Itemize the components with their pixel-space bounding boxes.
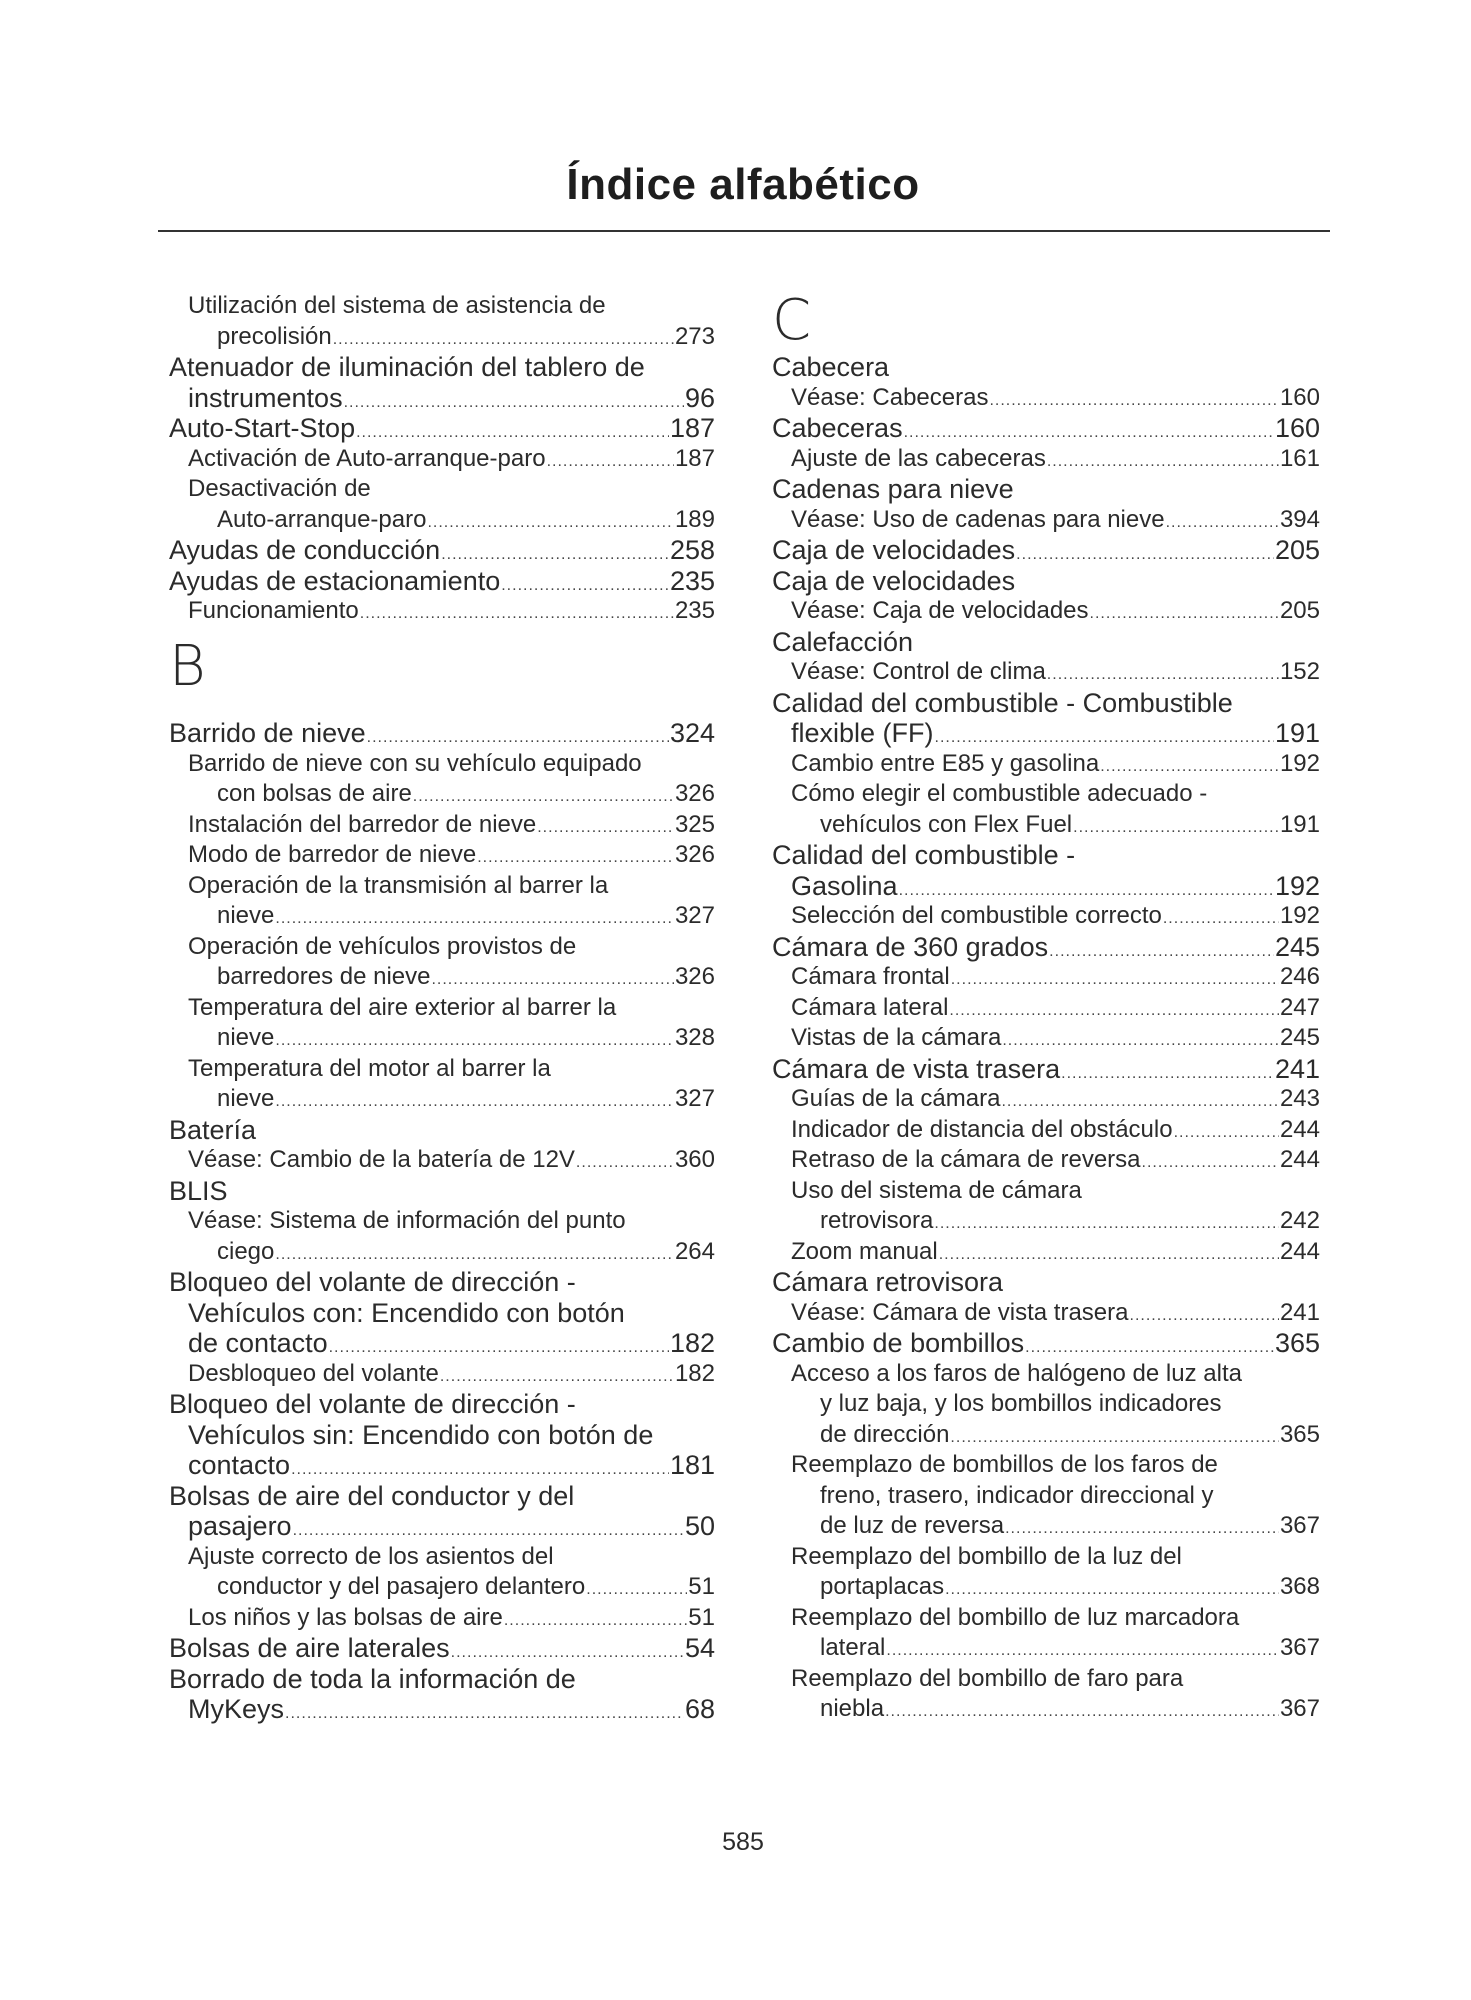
- entry-text: lateral: [820, 1634, 886, 1661]
- entry-text: Los niños y las bolsas de aire: [188, 1603, 503, 1631]
- page-reference[interactable]: 241: [1279, 1298, 1320, 1326]
- entry-text: MyKeys: [188, 1694, 285, 1724]
- dot-leader: [1049, 937, 1274, 968]
- entry-text: Vehículos sin: Encendido con botón de: [188, 1419, 654, 1450]
- entry-text: Operación de la transmisión al barrer la: [188, 871, 609, 899]
- index-subentry[interactable]: [772, 1420, 1320, 1451]
- dot-leader: [885, 1697, 1279, 1728]
- page-reference[interactable]: 368: [1279, 1573, 1320, 1600]
- entry-text: Activación de Auto-arranque-paro: [188, 444, 546, 472]
- dot-leader: [333, 325, 674, 356]
- entry-text: niebla: [820, 1695, 885, 1722]
- index-subentry[interactable]: [169, 1359, 715, 1390]
- page-reference[interactable]: 161: [1279, 444, 1320, 472]
- index-subentry[interactable]: [169, 1023, 715, 1054]
- entry-text: Desactivación de: [188, 475, 371, 502]
- page-reference[interactable]: 367: [1279, 1695, 1320, 1722]
- index-subentry[interactable]: [772, 901, 1320, 932]
- page-reference[interactable]: 191: [1274, 718, 1320, 748]
- index-subentry: [772, 779, 1320, 810]
- page-reference[interactable]: 365: [1279, 1420, 1320, 1448]
- entry-text: Véase: Uso de cadenas para nieve: [791, 505, 1165, 533]
- dot-leader: [275, 1026, 674, 1057]
- entry-text: Cabecera: [772, 352, 890, 382]
- page-reference[interactable]: 182: [674, 1359, 715, 1387]
- entry-text: y luz baja, y los bombillos indicadores: [820, 1390, 1222, 1417]
- entry-text: portaplacas: [820, 1573, 945, 1600]
- entry-text: Operación de vehículos provistos de: [188, 932, 577, 960]
- index-entry[interactable]: [772, 718, 1320, 749]
- index-subentry[interactable]: [772, 962, 1320, 993]
- page-reference[interactable]: 50: [684, 1511, 715, 1541]
- index-subentry[interactable]: [169, 1603, 715, 1634]
- page-reference[interactable]: 273: [674, 322, 715, 350]
- index-subentry[interactable]: [169, 505, 715, 536]
- index-subentry[interactable]: [772, 596, 1320, 627]
- index-subentry[interactable]: [169, 596, 715, 627]
- index-entry: [169, 1420, 715, 1451]
- entry-text: Indicador de distancia del obstáculo: [791, 1115, 1173, 1143]
- entry-text: Utilización del sistema de asistencia de: [188, 292, 606, 319]
- entry-text: nieve: [217, 1085, 275, 1112]
- index-entry[interactable]: [169, 383, 715, 414]
- index-subentry[interactable]: [772, 657, 1320, 688]
- dot-leader: [886, 1636, 1279, 1667]
- page-reference[interactable]: 187: [674, 444, 715, 472]
- index-entry[interactable]: [772, 413, 1320, 444]
- index-subentry[interactable]: [169, 901, 715, 932]
- entry-text: Calidad del combustible - Combustible: [772, 687, 1233, 718]
- index-entry: [772, 352, 1320, 383]
- index-subentry[interactable]: [772, 1145, 1320, 1176]
- page-reference[interactable]: 327: [674, 902, 715, 929]
- entry-text: pasajero: [188, 1511, 292, 1541]
- index-subentry: [169, 291, 715, 322]
- dot-leader: [1166, 508, 1279, 539]
- index-subentry[interactable]: [169, 1237, 715, 1268]
- index-subentry: [772, 1664, 1320, 1695]
- entry-text: Véase: Cámara de vista trasera: [791, 1298, 1129, 1326]
- page-reference[interactable]: 187: [669, 413, 715, 443]
- entry-text: Auto-arranque-paro: [217, 505, 427, 533]
- index-subentry: [772, 1603, 1320, 1634]
- page-reference[interactable]: 235: [669, 565, 715, 596]
- title-divider: [158, 230, 1330, 232]
- index-subentry: [772, 1450, 1320, 1481]
- entry-text: conductor y del pasajero delantero: [217, 1573, 586, 1600]
- entry-text: de luz de reversa: [820, 1512, 1005, 1539]
- page-reference[interactable]: 326: [674, 963, 715, 990]
- index-subentry[interactable]: [772, 1023, 1320, 1054]
- index-subentry: [772, 1359, 1320, 1390]
- entry-text: Ayudas de conducción: [169, 535, 441, 565]
- entry-text: Guías de la cámara: [791, 1085, 1001, 1112]
- page-reference[interactable]: 243: [1279, 1085, 1320, 1112]
- dot-leader: [586, 1575, 687, 1606]
- dot-leader: [1073, 813, 1279, 844]
- index-column-left: [169, 291, 715, 1725]
- dot-leader: [1090, 599, 1279, 630]
- dot-leader: [1100, 752, 1279, 783]
- index-subentry[interactable]: [169, 962, 715, 993]
- entry-text: Bolsas de aire laterales: [169, 1633, 450, 1663]
- index-subentry[interactable]: [772, 505, 1320, 536]
- index-subentry[interactable]: [772, 993, 1320, 1024]
- index-entry: [772, 627, 1320, 658]
- dot-leader: [1174, 1118, 1279, 1149]
- index-entry: [169, 1298, 715, 1329]
- index-entry: [169, 1267, 715, 1298]
- index-subentry[interactable]: [772, 383, 1320, 414]
- entry-text: Ayudas de estacionamiento: [169, 565, 501, 596]
- index-subentry[interactable]: [169, 322, 715, 353]
- dot-leader: [934, 1209, 1279, 1240]
- page-reference[interactable]: 191: [1279, 810, 1320, 838]
- page-reference[interactable]: 360: [674, 1146, 715, 1173]
- entry-text: Acceso a los faros de halógeno de luz alta: [791, 1359, 1242, 1387]
- entry-text: Modo de barredor de nieve: [188, 841, 477, 868]
- index-subentry[interactable]: [772, 1115, 1320, 1146]
- page-reference[interactable]: 205: [1279, 597, 1320, 624]
- entry-text: Cámara frontal: [791, 963, 950, 990]
- entry-text: de dirección: [820, 1420, 950, 1448]
- dot-leader: [951, 965, 1279, 996]
- entry-text: Cadenas para nieve: [772, 474, 1014, 504]
- entry-text: Bolsas de aire del conductor y del: [169, 1480, 575, 1511]
- page-reference[interactable]: 182: [669, 1328, 715, 1358]
- index-entry[interactable]: [772, 1328, 1320, 1359]
- dot-leader: [275, 904, 674, 935]
- entry-text: flexible (FF): [791, 718, 934, 748]
- index-column-right: [772, 288, 1320, 1725]
- entry-text: Reemplazo del bombillo de la luz del: [791, 1542, 1182, 1570]
- dot-leader: [275, 1240, 674, 1271]
- entry-text: freno, trasero, indicador direccional y: [820, 1481, 1214, 1509]
- entry-text: Ajuste de las cabeceras: [791, 444, 1046, 472]
- dot-leader: [431, 965, 673, 996]
- page-reference[interactable]: 160: [1274, 413, 1320, 443]
- page-reference[interactable]: 241: [1274, 1053, 1320, 1084]
- entry-text: Gasolina: [791, 870, 898, 901]
- page-reference[interactable]: 326: [674, 780, 715, 807]
- entry-text: instrumentos: [188, 382, 343, 413]
- index-subentry[interactable]: [772, 1633, 1320, 1664]
- page-reference[interactable]: 68: [684, 1694, 715, 1724]
- index-entry[interactable]: [772, 932, 1320, 963]
- entry-text: Véase: Cabeceras: [791, 383, 989, 411]
- entry-text: Atenuador de iluminación del tablero de: [169, 352, 645, 382]
- entry-text: nieve: [217, 902, 275, 929]
- index-entry[interactable]: [169, 718, 715, 749]
- entry-text: Cambio entre E85 y gasolina: [791, 749, 1100, 777]
- entry-text: Cámara de 360 grados: [772, 931, 1049, 962]
- entry-text: vehículos con Flex Fuel: [820, 810, 1073, 838]
- entry-text: Selección del combustible correcto: [791, 902, 1162, 929]
- dot-leader: [547, 447, 674, 478]
- index-subentry: [169, 932, 715, 963]
- dot-leader: [950, 1423, 1279, 1454]
- entry-text: Retraso de la cámara de reversa: [791, 1146, 1141, 1173]
- entry-text: Cambio de bombillos: [772, 1328, 1025, 1358]
- entry-text: Zoom manual: [791, 1237, 938, 1265]
- entry-text: contacto: [188, 1450, 291, 1480]
- dot-leader: [989, 386, 1279, 417]
- entry-text: Reemplazo del bombillo de faro para: [791, 1664, 1184, 1692]
- index-subentry[interactable]: [772, 1237, 1320, 1268]
- index-subentry[interactable]: [772, 1298, 1320, 1329]
- entry-text: nieve: [217, 1024, 275, 1051]
- page-reference[interactable]: 258: [669, 535, 715, 565]
- entry-text: Temperatura del motor al barrer la: [188, 1054, 551, 1082]
- dot-leader: [477, 843, 674, 874]
- dot-leader: [360, 599, 674, 630]
- entry-text: Cabeceras: [772, 413, 903, 443]
- dot-leader: [440, 1362, 674, 1393]
- entry-text: con bolsas de aire: [217, 780, 412, 807]
- entry-text: Véase: Sistema de información del punto: [188, 1207, 626, 1234]
- page-reference[interactable]: 244: [1279, 1115, 1320, 1143]
- dot-leader: [1130, 1301, 1279, 1332]
- entry-text: Reemplazo del bombillo de luz marcadora: [791, 1603, 1240, 1631]
- page-reference[interactable]: 245: [1279, 1024, 1320, 1051]
- page-reference[interactable]: 264: [674, 1237, 715, 1265]
- dot-leader: [1016, 540, 1274, 571]
- index-entry: [772, 1267, 1320, 1298]
- entry-text: Barrido de nieve con su vehículo equipado: [188, 749, 642, 777]
- entry-text: retrovisora: [820, 1207, 934, 1234]
- page-reference[interactable]: 367: [1279, 1512, 1320, 1539]
- index-subentry[interactable]: [772, 1572, 1320, 1603]
- index-entry: [169, 1176, 715, 1207]
- dot-leader: [285, 1699, 684, 1730]
- page-reference[interactable]: 181: [669, 1450, 715, 1480]
- index-entry[interactable]: [169, 1450, 715, 1481]
- page-reference[interactable]: 189: [674, 505, 715, 533]
- entry-text: ciego: [217, 1237, 275, 1265]
- page-reference[interactable]: 192: [1279, 902, 1320, 929]
- entry-text: Barrido de nieve: [169, 718, 366, 748]
- index-subentry[interactable]: [772, 1206, 1320, 1237]
- entry-text: de contacto: [188, 1328, 328, 1358]
- index-subentry[interactable]: [169, 840, 715, 871]
- index-subentry: [169, 871, 715, 902]
- index-subentry: [772, 1389, 1320, 1420]
- page-reference[interactable]: 367: [1279, 1634, 1320, 1661]
- entry-text: Cámara lateral: [791, 993, 949, 1021]
- index-subentry[interactable]: [169, 810, 715, 841]
- index-entry[interactable]: [169, 566, 715, 597]
- index-subentry[interactable]: [169, 444, 715, 475]
- index-subentry[interactable]: [772, 749, 1320, 780]
- page-reference[interactable]: 192: [1279, 749, 1320, 777]
- entry-text: Instalación del barredor de nieve: [188, 810, 537, 838]
- entry-text: Vistas de la cámara: [791, 1024, 1002, 1051]
- page-reference[interactable]: 54: [684, 1633, 715, 1663]
- dot-leader: [275, 1087, 674, 1118]
- dot-leader: [501, 571, 669, 602]
- dot-leader: [945, 1575, 1279, 1606]
- dot-leader: [1047, 660, 1279, 691]
- page-reference[interactable]: 244: [1279, 1146, 1320, 1173]
- index-subentry: [772, 1481, 1320, 1512]
- section-letter: C: [772, 288, 812, 353]
- dot-leader: [939, 1240, 1279, 1271]
- entry-text: Vehículos con: Encendido con botón: [188, 1297, 625, 1328]
- dot-leader: [949, 996, 1279, 1027]
- entry-text: BLIS: [169, 1175, 228, 1206]
- dot-leader: [1001, 1087, 1279, 1118]
- entry-text: Véase: Cambio de la batería de 12V: [188, 1146, 575, 1173]
- index-entry[interactable]: [772, 1054, 1320, 1085]
- section-letter: B: [169, 633, 206, 699]
- page-reference[interactable]: 326: [674, 841, 715, 868]
- dot-leader: [1163, 904, 1279, 935]
- index-entry: [169, 1115, 715, 1146]
- entry-text: Uso del sistema de cámara: [791, 1176, 1082, 1204]
- entry-text: Bloqueo del volante de dirección -: [169, 1267, 576, 1297]
- index-subentry[interactable]: [169, 779, 715, 810]
- entry-text: Caja de velocidades: [772, 565, 1016, 596]
- entry-text: precolisión: [217, 322, 332, 350]
- index-entry: [772, 474, 1320, 505]
- dot-leader: [413, 782, 674, 813]
- page-reference[interactable]: 160: [1279, 383, 1320, 411]
- index-entry: [772, 688, 1320, 719]
- entry-text: Caja de velocidades: [772, 535, 1016, 565]
- page-reference[interactable]: 327: [674, 1085, 715, 1112]
- page-reference[interactable]: 192: [1274, 870, 1320, 901]
- entry-text: Borrado de toda la información de: [169, 1663, 576, 1694]
- entry-text: Cómo elegir el combustible adecuado -: [791, 780, 1208, 807]
- index-subentry[interactable]: [169, 1572, 715, 1603]
- dot-leader: [1061, 1059, 1274, 1090]
- dot-leader: [504, 1606, 687, 1637]
- dot-leader: [1142, 1148, 1279, 1179]
- page-number: 585: [722, 1828, 764, 1856]
- index-entry[interactable]: [169, 1633, 715, 1664]
- page-reference[interactable]: 152: [1279, 658, 1320, 685]
- page-reference[interactable]: 365: [1274, 1328, 1320, 1358]
- entry-text: Desbloqueo del volante: [188, 1359, 439, 1387]
- entry-text: Calefacción: [772, 626, 914, 657]
- dot-leader: [1047, 447, 1279, 478]
- index-subentry[interactable]: [772, 1694, 1320, 1725]
- entry-text: Temperatura del aire exterior al barrer la: [188, 993, 617, 1021]
- index-entry[interactable]: [169, 413, 715, 444]
- index-subentry: [169, 1054, 715, 1085]
- index-subentry[interactable]: [772, 444, 1320, 475]
- page-reference[interactable]: 325: [674, 810, 715, 838]
- index-subentry: [772, 1176, 1320, 1207]
- index-entry[interactable]: [169, 1328, 715, 1359]
- dot-leader: [537, 813, 674, 844]
- index-entry[interactable]: [169, 535, 715, 566]
- index-subentry: [169, 749, 715, 780]
- index-subentry[interactable]: [169, 1084, 715, 1115]
- dot-leader: [1002, 1026, 1279, 1057]
- entry-text: Véase: Caja de velocidades: [791, 597, 1089, 624]
- index-subentry[interactable]: [772, 1084, 1320, 1115]
- index-subentry: [169, 474, 715, 505]
- index-subentry: [169, 993, 715, 1024]
- page-reference[interactable]: 245: [1274, 931, 1320, 962]
- index-subentry[interactable]: [772, 810, 1320, 841]
- index-subentry[interactable]: [169, 1145, 715, 1176]
- entry-text: Cámara retrovisora: [772, 1267, 1004, 1297]
- entry-text: barredores de nieve: [217, 963, 431, 990]
- entry-text: Calidad del combustible -: [772, 840, 1076, 870]
- page-reference[interactable]: 96: [684, 382, 715, 413]
- page-reference[interactable]: 328: [674, 1024, 715, 1051]
- page-reference[interactable]: 394: [1279, 505, 1320, 533]
- entry-text: Véase: Control de clima: [791, 658, 1046, 685]
- index-entry[interactable]: [169, 1694, 715, 1725]
- dot-leader: [576, 1148, 674, 1179]
- entry-text: Auto-Start-Stop: [169, 413, 356, 443]
- entry-text: Reemplazo de bombillos de los faros de: [791, 1451, 1218, 1478]
- page-title: Índice alfabético: [566, 160, 920, 209]
- page-reference[interactable]: 246: [1279, 963, 1320, 990]
- page-reference[interactable]: 247: [1279, 993, 1320, 1021]
- page-reference[interactable]: 51: [688, 1573, 715, 1600]
- page-reference[interactable]: 235: [674, 597, 715, 624]
- entry-text: Ajuste correcto de los asientos del: [188, 1542, 554, 1570]
- index-entry: [169, 1389, 715, 1420]
- entry-text: Funcionamiento: [188, 597, 359, 624]
- entry-text: Batería: [169, 1114, 257, 1145]
- index-subentry: [772, 1542, 1320, 1573]
- index-entry[interactable]: [772, 871, 1320, 902]
- page-reference[interactable]: 205: [1274, 535, 1320, 565]
- entry-text: Cámara de vista trasera: [772, 1053, 1061, 1084]
- page-reference[interactable]: 51: [688, 1603, 715, 1631]
- index-entry: [169, 352, 715, 383]
- index-subentry: [169, 1206, 715, 1237]
- dot-leader: [344, 388, 684, 419]
- entry-text: Bloqueo del volante de dirección -: [169, 1389, 576, 1419]
- page-reference[interactable]: 242: [1279, 1207, 1320, 1234]
- index-entry[interactable]: [169, 1511, 715, 1542]
- page-reference[interactable]: 244: [1279, 1237, 1320, 1265]
- page-reference[interactable]: 324: [669, 718, 715, 748]
- dot-leader: [1005, 1514, 1279, 1545]
- index-entry: [772, 840, 1320, 871]
- dot-leader: [427, 508, 673, 539]
- index-entry[interactable]: [772, 535, 1320, 566]
- index-subentry[interactable]: [772, 1511, 1320, 1542]
